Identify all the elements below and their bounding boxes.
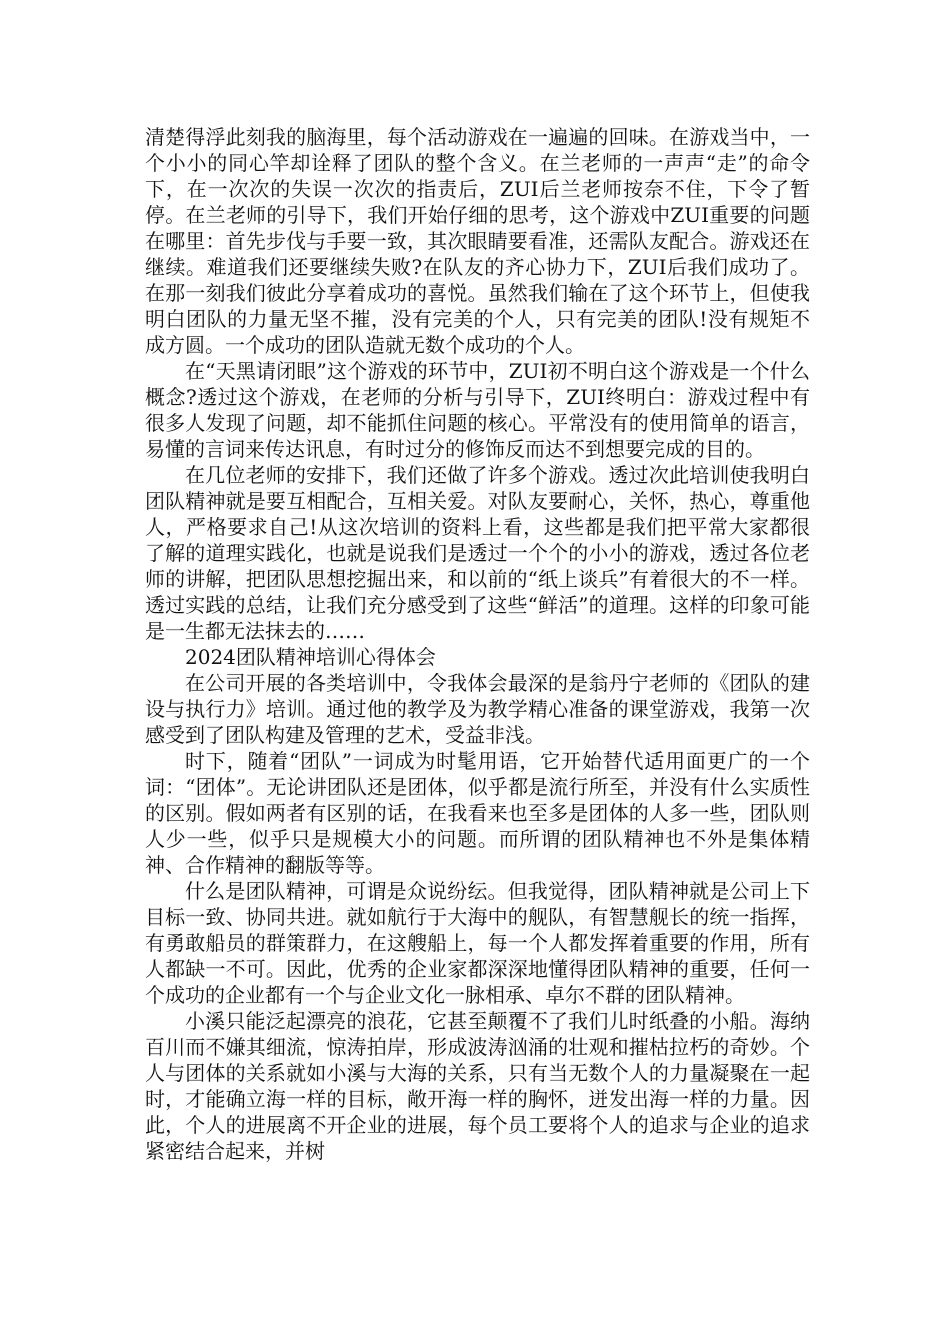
paragraph: 时下，随着“团队”一词成为时髦用语，它开始替代适用面更广的一个词：“团体”。无论讲团队还是团体，似乎都是流行所至，并没有什么实质性的区别。假如两者有区别的话，在我看来也至多是团体的人多一些，团队则人少一些，似乎只是规模大小的问题。而所谓的团队精神也不外是集体精神、合作精神的翻版等等。 — [145, 749, 810, 877]
section-heading: 2024团队精神培训心得体会 — [185, 645, 436, 669]
paragraph: 小溪只能泛起漂亮的浪花，它甚至颠覆不了我们儿时纸叠的小船。海纳百川而不嫌其细流，惊涛拍岸，形成波涛汹涌的壮观和摧枯拉朽的奇妙。个人与团体的关系就如小溪与大海的关系，只有当无数个人的力量凝聚在一起时，才能确立海一样的目标，敞开海一样的胸怀，迸发出海一样的力量。因此，个人的进展离不开企业的进展，每个员工要将个人的追求与企业的追求紧密结合起来，并树 — [145, 1009, 810, 1163]
paragraph: 在几位老师的安排下，我们还做了许多个游戏。透过次此培训使我明白团队精神就是要互相配合，互相关爱。对队友要耐心，关怀，热心，尊重他人，严格要求自己!从这次培训的资料上看，这些都是我们把平常大家都很了解的道理实践化，也就是说我们是透过一个个的小小的游戏，透过各位老师的讲解，把团队思想挖掘出来，和以前的“纸上谈兵”有着很大的不一样。透过实践的总结，让我们充分感受到了这些“鲜活”的道理。这样的印象可能是一生都无法抹去的…… — [145, 463, 810, 643]
paragraph: 什么是团队精神，可谓是众说纷纭。但我觉得，团队精神就是公司上下目标一致、协同共进。就如航行于大海中的舰队，有智慧舰长的统一指挥，有勇敢船员的群策群力，在这艘船上，每一个人都发挥着重要的作用，所有人都缺一不可。因此，优秀的企业家都深深地懂得团队精神的重要，任何一个成功的企业都有一个与企业文化一脉相承、卓尔不群的团队精神。 — [145, 879, 810, 1007]
document-body — [145, 124, 810, 1164]
paragraph: 在“天黑请闭眼”这个游戏的环节中，ZUI初不明白这个游戏是一个什么概念?透过这个游戏，在老师的分析与引导下，ZUI终明白：游戏过程中有很多人发现了问题，却不能抓住问题的核心。平常没有的使用简单的语言，易懂的言词来传达讯息，有时过分的修饰反而达不到想要完成的目的。 — [145, 359, 810, 461]
paragraph-continuation: 清楚得浮此刻我的脑海里，每个活动游戏在一遍遍的回味。在游戏当中，一个小小的同心竿却诠释了团队的整个含义。在兰老师的一声声“走”的命令下，在一次次的失误一次次的指责后，ZUI后兰老师按奈不住，下令了暂停。在兰老师的引导下，我们开始仔细的思考，这个游戏中ZUI重要的问题在哪里：首先步伐与手要一致，其次眼睛要看准，还需队友配合。游戏还在继续。难道我们还要继续失败?在队友的齐心协力下，ZUI后我们成功了。在那一刻我们彼此分享着成功的喜悦。虽然我们输在了这个环节上，但使我明白团队的力量无坚不摧，没有完美的个人，只有完美的团队!没有规矩不成方圆。一个成功的团队造就无数个成功的个人。 — [145, 125, 810, 357]
paragraph: 在公司开展的各类培训中，令我体会最深的是翁丹宁老师的《团队的建设与执行力》培训。通过他的教学及为教学精心准备的课堂游戏，我第一次感受到了团队构建及管理的艺术，受益非浅。 — [145, 671, 810, 747]
